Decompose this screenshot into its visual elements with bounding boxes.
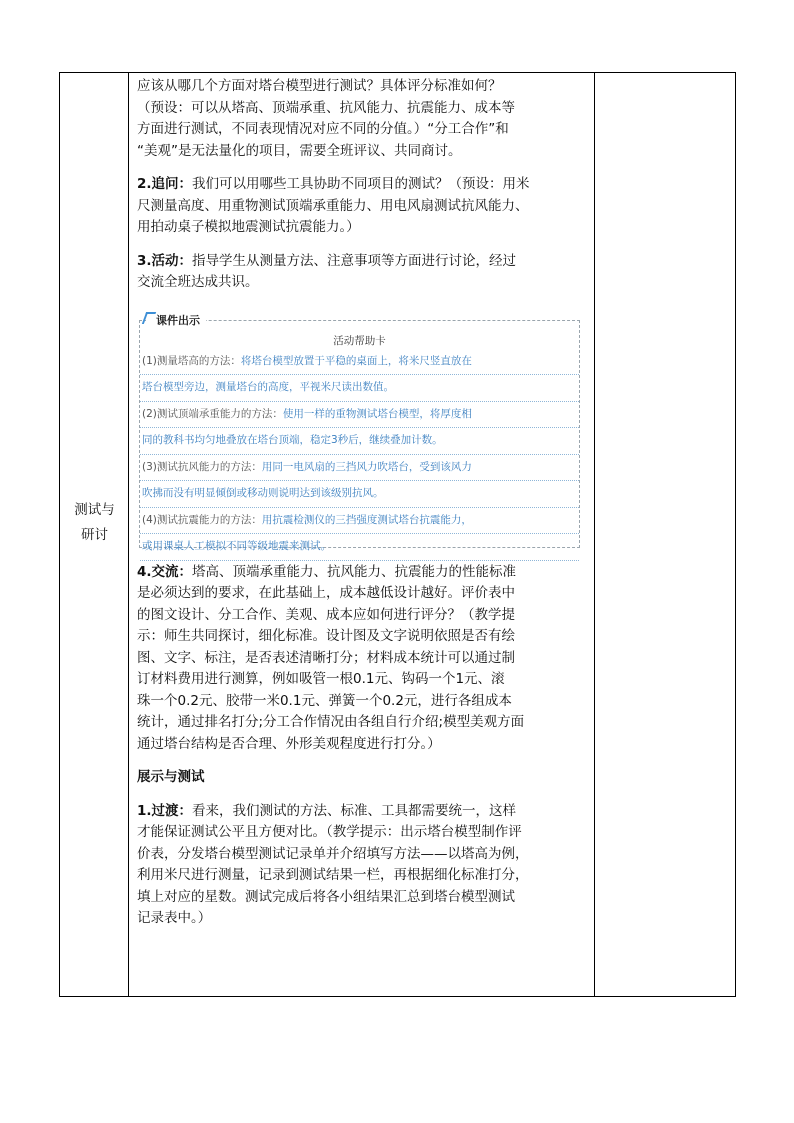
- card-line-value: 用抗震检测仪的三挡强度测试塔台抗震能力，: [261, 513, 472, 526]
- card-line: [140, 402, 579, 429]
- card-line-key: (3)测试抗风能力的方法：: [142, 460, 262, 473]
- paragraph-label: 3.活动：: [137, 252, 193, 269]
- text-line: 是必须达到的要求，在此基础上，成本越低设计越好。评价表中: [137, 585, 515, 601]
- stage-label-line2: 研讨: [81, 527, 108, 543]
- card-line-key: (2)测试顶端承重能力的方法：: [142, 407, 283, 420]
- text-line: 用拍动桌子模拟地震测试抗震能力。）: [137, 219, 360, 235]
- card-line-value: 使用一样的重物测试塔台模型，将厚度相: [282, 407, 472, 420]
- card-line-value: 将塔台模型放置于平稳的桌面上，将米尺竖直放在: [240, 354, 472, 367]
- stage-label: [60, 498, 129, 548]
- card-line: [140, 508, 579, 535]
- text-line: 尺测量高度、用重物测试顶端承重能力、用电风扇测试抗风能力、: [137, 197, 529, 214]
- text-line: [137, 801, 597, 823]
- text-line: 应该从哪几个方面对塔台模型进行测试？具体评分标准如何？: [137, 78, 502, 94]
- text-run: 指导学生从测量方法、注意事项等方面进行讨论，经过: [192, 252, 517, 269]
- lesson-table: [59, 72, 736, 997]
- card-line: [140, 455, 579, 482]
- paragraph-label: 4.交流：: [137, 563, 193, 580]
- card-line-value: 塔台模型旁边，测量塔台的高度，平视米尺读出数值。: [142, 381, 394, 393]
- followup-paragraph: [137, 174, 597, 239]
- card-line-value: 或用课桌人工模拟不同等级地震来测试。: [142, 540, 331, 552]
- text-run: 塔高、顶端承重能力、抗风能力、抗震能力的性能标准: [192, 563, 517, 580]
- card-line-value: 用同一电风扇的三挡风力吹塔台，受到该风力: [261, 460, 472, 473]
- text-run: 看来，我们测试的方法、标准、工具都需要统一，这样: [192, 802, 517, 819]
- section-heading: 展示与测试: [137, 769, 205, 785]
- text-line: 的图文设计、分工合作、美观、成本应如何进行评分？（教学提: [137, 606, 515, 623]
- card-line: [140, 349, 579, 376]
- text-line: “美观”是无法量化的项目，需要全班评议、共同商讨。: [137, 142, 462, 159]
- text-line: 才能保证测试公平且方便对比。（教学提示：出示塔台模型制作评: [137, 824, 522, 840]
- activity-paragraph: [137, 251, 597, 294]
- activity-help-card: [139, 313, 580, 552]
- text-line: [137, 174, 597, 196]
- card-line: [140, 428, 579, 455]
- text-line: 珠一个0.2元、胶带一米0.1元、弹簧一个0.2元，进行各组成本: [137, 692, 512, 709]
- intro-paragraph: [137, 76, 597, 162]
- card-line: [140, 481, 579, 508]
- card-line-value: 吹拂而没有明显倾倒或移动则说明达到该级别抗风。: [142, 487, 384, 499]
- text-line: 统计，通过排名打分;分工合作情况由各组自行介绍;模型美观方面: [137, 714, 525, 730]
- card-line: [140, 375, 579, 402]
- stage-label-line1: 测试与: [74, 502, 115, 518]
- paragraph-label: 2.追问：: [137, 176, 193, 192]
- card-line-key: (1)测量塔高的方法：: [142, 354, 241, 367]
- exchange-paragraph: [137, 562, 597, 756]
- text-line: [137, 562, 597, 584]
- text-line: 示：师生共同探讨，细化标准。设计图及文字说明依照是否有绘: [137, 628, 515, 644]
- card-line-key: (4)测试抗震能力的方法：: [142, 513, 262, 526]
- text-line: （预设：可以从塔高、顶端承重、抗风能力、抗震能力、成本等: [137, 99, 515, 116]
- text-line: 价表，分发塔台模型测试记录单并介绍填写方法——以塔高为例，: [137, 845, 529, 862]
- transition-paragraph: [137, 801, 597, 930]
- text-line: [137, 251, 597, 273]
- text-line: 订材料费用进行测算，例如吸管一根0.1元、钩码一个1元、滚: [137, 671, 505, 687]
- text-line: 填上对应的星数。测试完成后将各小组结果汇总到塔台模型测试: [137, 888, 515, 905]
- text-line: 利用米尺进行测量，记录到测试结果一栏，再根据细化标准打分，: [137, 867, 529, 883]
- card-tab-label: 课件出示: [146, 310, 206, 332]
- card-line-value: 同的教科书均匀地叠放在塔台顶端，稳定3秒后，继续叠加计数。: [142, 434, 443, 446]
- card-line: [140, 534, 579, 561]
- text-line: 方面进行测试，不同表现情况对应不同的分值。）“分工合作”和: [137, 121, 509, 137]
- text-line: 记录表中。）: [137, 910, 212, 926]
- card-title: 活动帮助卡: [333, 334, 386, 347]
- paragraph-label: 1.过渡：: [137, 802, 193, 819]
- text-line: 交流全班达成共识。: [137, 274, 259, 290]
- lesson-content: [137, 76, 597, 930]
- text-line: 通过塔台结构是否合理、外形美观程度进行打分。）: [137, 735, 441, 752]
- text-line: 图、文字、标注，是否表述清晰打分；材料成本统计可以通过制: [137, 649, 515, 666]
- text-run: 我们可以用哪些工具协助不同项目的测试？（预设：用米: [192, 176, 530, 192]
